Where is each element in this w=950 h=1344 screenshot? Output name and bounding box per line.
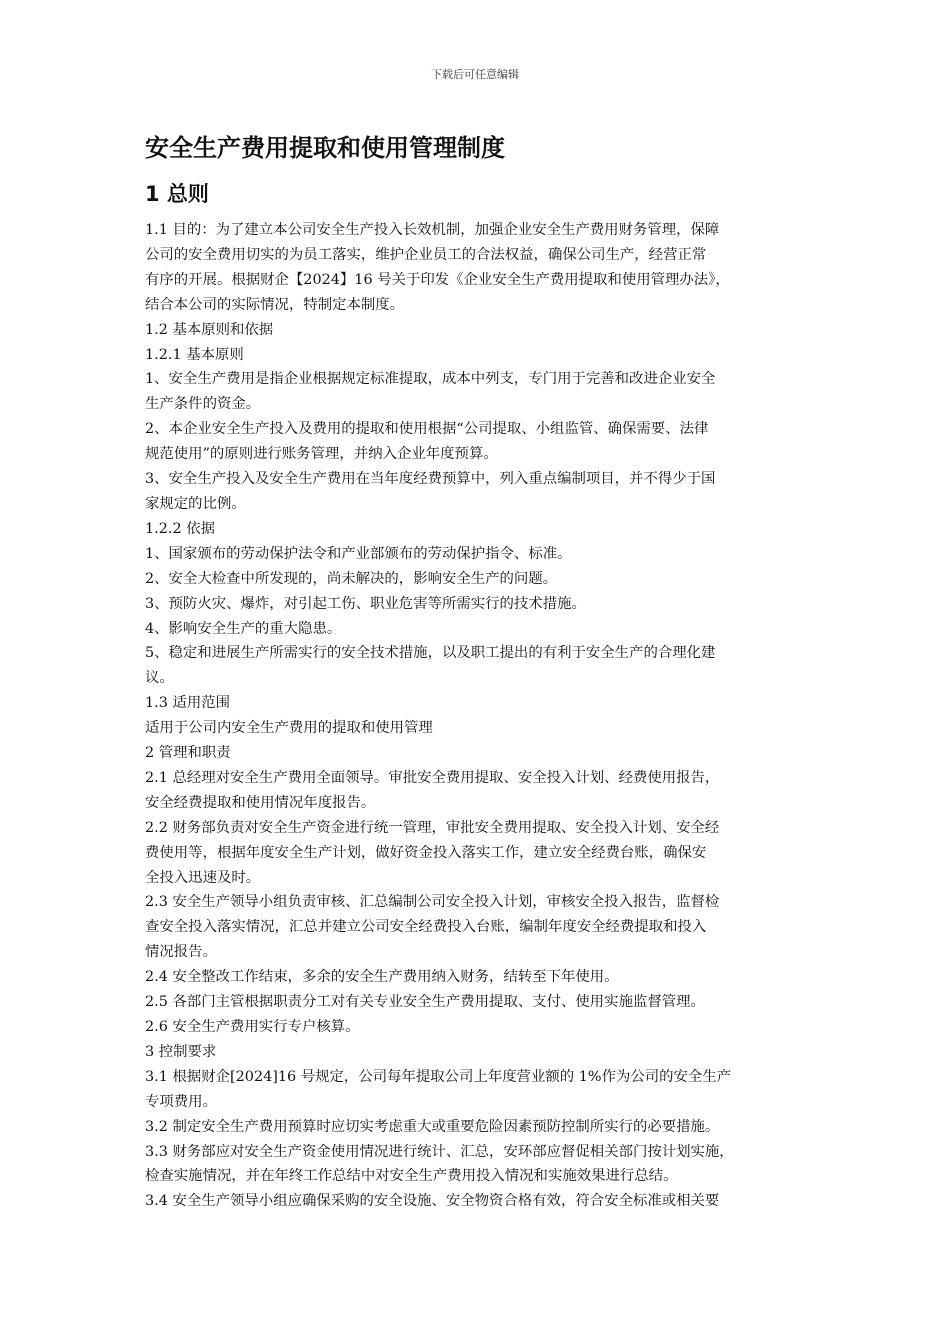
paragraph-line: 1.2 基本原则和依据 <box>145 321 274 338</box>
paragraph <box>145 741 813 766</box>
paragraph <box>145 691 813 716</box>
paragraph-line: 2.3 安全生产领导小组负责审核、汇总编制公司安全投入计划，审核安全投入报告，监督检 <box>145 894 720 911</box>
paragraph <box>145 1065 813 1115</box>
paragraph-line: 1.2.2 依据 <box>145 520 215 537</box>
paragraph-line: 3 控制要求 <box>145 1043 217 1060</box>
paragraph <box>145 592 813 617</box>
paragraph <box>145 890 813 965</box>
paragraph-line: 专项费用。 <box>145 1093 217 1110</box>
paragraph-line: 3.4 安全生产领导小组应确保采购的安全设施、安全物资合格有效，符合安全标准或相关要 <box>145 1193 720 1210</box>
paragraph <box>145 367 813 417</box>
paragraph-line: 安全经费提取和使用情况年度报告。 <box>145 794 376 811</box>
paragraph-line: 5、稳定和进展生产所需实行的安全技术措施，以及职工提出的有利于安全生产的合理化建 <box>145 645 716 662</box>
document-body <box>145 128 813 1214</box>
paragraph-line: 费使用等，根据年度安全生产计划，做好资金投入落实工作，建立安全经费台账，确保安 <box>145 844 707 861</box>
paragraph-line: 议。 <box>145 670 174 687</box>
paragraph-line: 规范使用”的原则进行账务管理，并纳入企业年度预算。 <box>145 446 498 463</box>
paragraph-line: 2、本企业安全生产投入及费用的提取和使用根据“公司提取、小组监管、确保需要、法律 <box>145 421 709 438</box>
paragraph-line: 1.2.1 基本原则 <box>145 346 244 363</box>
paragraph <box>145 716 813 741</box>
paragraph-line: 结合本公司的实际情况，特制定本制度。 <box>145 296 405 313</box>
paragraph <box>145 517 813 542</box>
paragraph-line: 1、安全生产费用是指企业根据规定标准提取，成本中列支，专门用于完善和改进企业安全 <box>145 371 716 388</box>
paragraph <box>145 1040 813 1065</box>
paragraph-line: 检查实施情况，并在年终工作总结中对安全生产费用投入情况和实施效果进行总结。 <box>145 1168 678 1185</box>
paragraph-line: 2.1 总经理对安全生产费用全面领导。审批安全费用提取、安全投入计划、经费使用报告， <box>145 769 720 786</box>
paragraph-line: 2.5 各部门主管根据职责分工对有关专业安全生产费用提取、支付、使用实施监督管理。 <box>145 994 705 1011</box>
paragraph-line: 情况报告。 <box>145 944 217 961</box>
paragraph-line: 3、预防火灾、爆炸，对引起工伤、职业危害等所需实行的技术措施。 <box>145 595 586 612</box>
paragraph-line: 2.6 安全生产费用实行专户核算。 <box>145 1019 360 1035</box>
paragraph <box>145 542 813 567</box>
paragraph-line: 查安全投入落实情况，汇总并建立公司安全经费投入台账，编制年度安全经费提取和投入 <box>145 919 707 936</box>
paragraph <box>145 1189 813 1214</box>
paragraph-line: 2、安全大检查中所发现的，尚未解决的，影响安全生产的问题。 <box>145 570 558 587</box>
paragraph <box>145 318 813 343</box>
paragraph-line: 全投入迅速及时。 <box>145 869 261 886</box>
paragraph-line: 生产条件的资金。 <box>145 396 261 413</box>
paragraph <box>145 816 813 891</box>
paragraph-line: 2.2 财务部负责对安全生产资金进行统一管理，审批安全费用提取、安全投入计划、安全经 <box>145 819 720 836</box>
paragraph <box>145 218 813 318</box>
paragraph <box>145 617 813 642</box>
paragraph-line: 3.2 制定安全生产费用预算时应切实考虑重大或重要危险因素预防控制所实行的必要措施。 <box>145 1118 720 1135</box>
paragraph-line: 3、安全生产投入及安全生产费用在当年度经费预算中，列入重点编制项目，并不得少于国 <box>145 471 716 488</box>
paragraph-line: 1、国家颁布的劳动保护法令和产业部颁布的劳动保护指令、标准。 <box>145 545 572 562</box>
paragraph-line: 1.1 目的：为了建立本公司安全生产投入长效机制，加强企业安全生产费用财务管理，保障 <box>145 222 720 238</box>
paragraph-line: 3.3 财务部应对安全生产资金使用情况进行统计、汇总，安环部应督促相关部门按计划实施， <box>145 1143 734 1160</box>
document-title: 安全生产费用提取和使用管理制度 <box>145 134 505 162</box>
section-heading-general: 1 总则 <box>145 182 209 206</box>
paragraph <box>145 766 813 816</box>
page-header: 下载后可任意编辑 <box>431 68 519 81</box>
paragraph <box>145 965 813 990</box>
paragraph <box>145 467 813 517</box>
paragraph <box>145 641 813 691</box>
paragraph <box>145 567 813 592</box>
paragraph-line: 1.3 适用范围 <box>145 695 231 712</box>
paragraph <box>145 990 813 1015</box>
paragraph <box>145 1115 813 1140</box>
paragraph-line: 2.4 安全整改工作结束，多余的安全生产费用纳入财务，结转至下年使用。 <box>145 969 619 986</box>
paragraph <box>145 1015 813 1040</box>
paragraph <box>145 343 813 368</box>
paragraph <box>145 417 813 467</box>
paragraph <box>145 1140 813 1190</box>
paragraph-line: 3.1 根据财企[2024]16 号规定，公司每年提取公司上年度营业额的 1%作为公司的安全生产 <box>145 1068 732 1085</box>
paragraph-line: 2 管理和职责 <box>145 745 231 762</box>
paragraph-line: 公司的安全费用切实的为员工落实，维护企业员工的合法权益，确保公司生产，经营正常 <box>145 246 707 263</box>
paragraph-line: 家规定的比例。 <box>145 495 246 512</box>
paragraph-line: 4、影响安全生产的重大隐患。 <box>145 620 342 637</box>
paragraph-line: 适用于公司内安全生产费用的提取和使用管理 <box>145 720 433 737</box>
paragraph-line: 有序的开展。根据财企【2024】16 号关于印发《企业安全生产费用提取和使用管理办法》， <box>145 271 730 288</box>
paragraph-list <box>145 218 813 1214</box>
